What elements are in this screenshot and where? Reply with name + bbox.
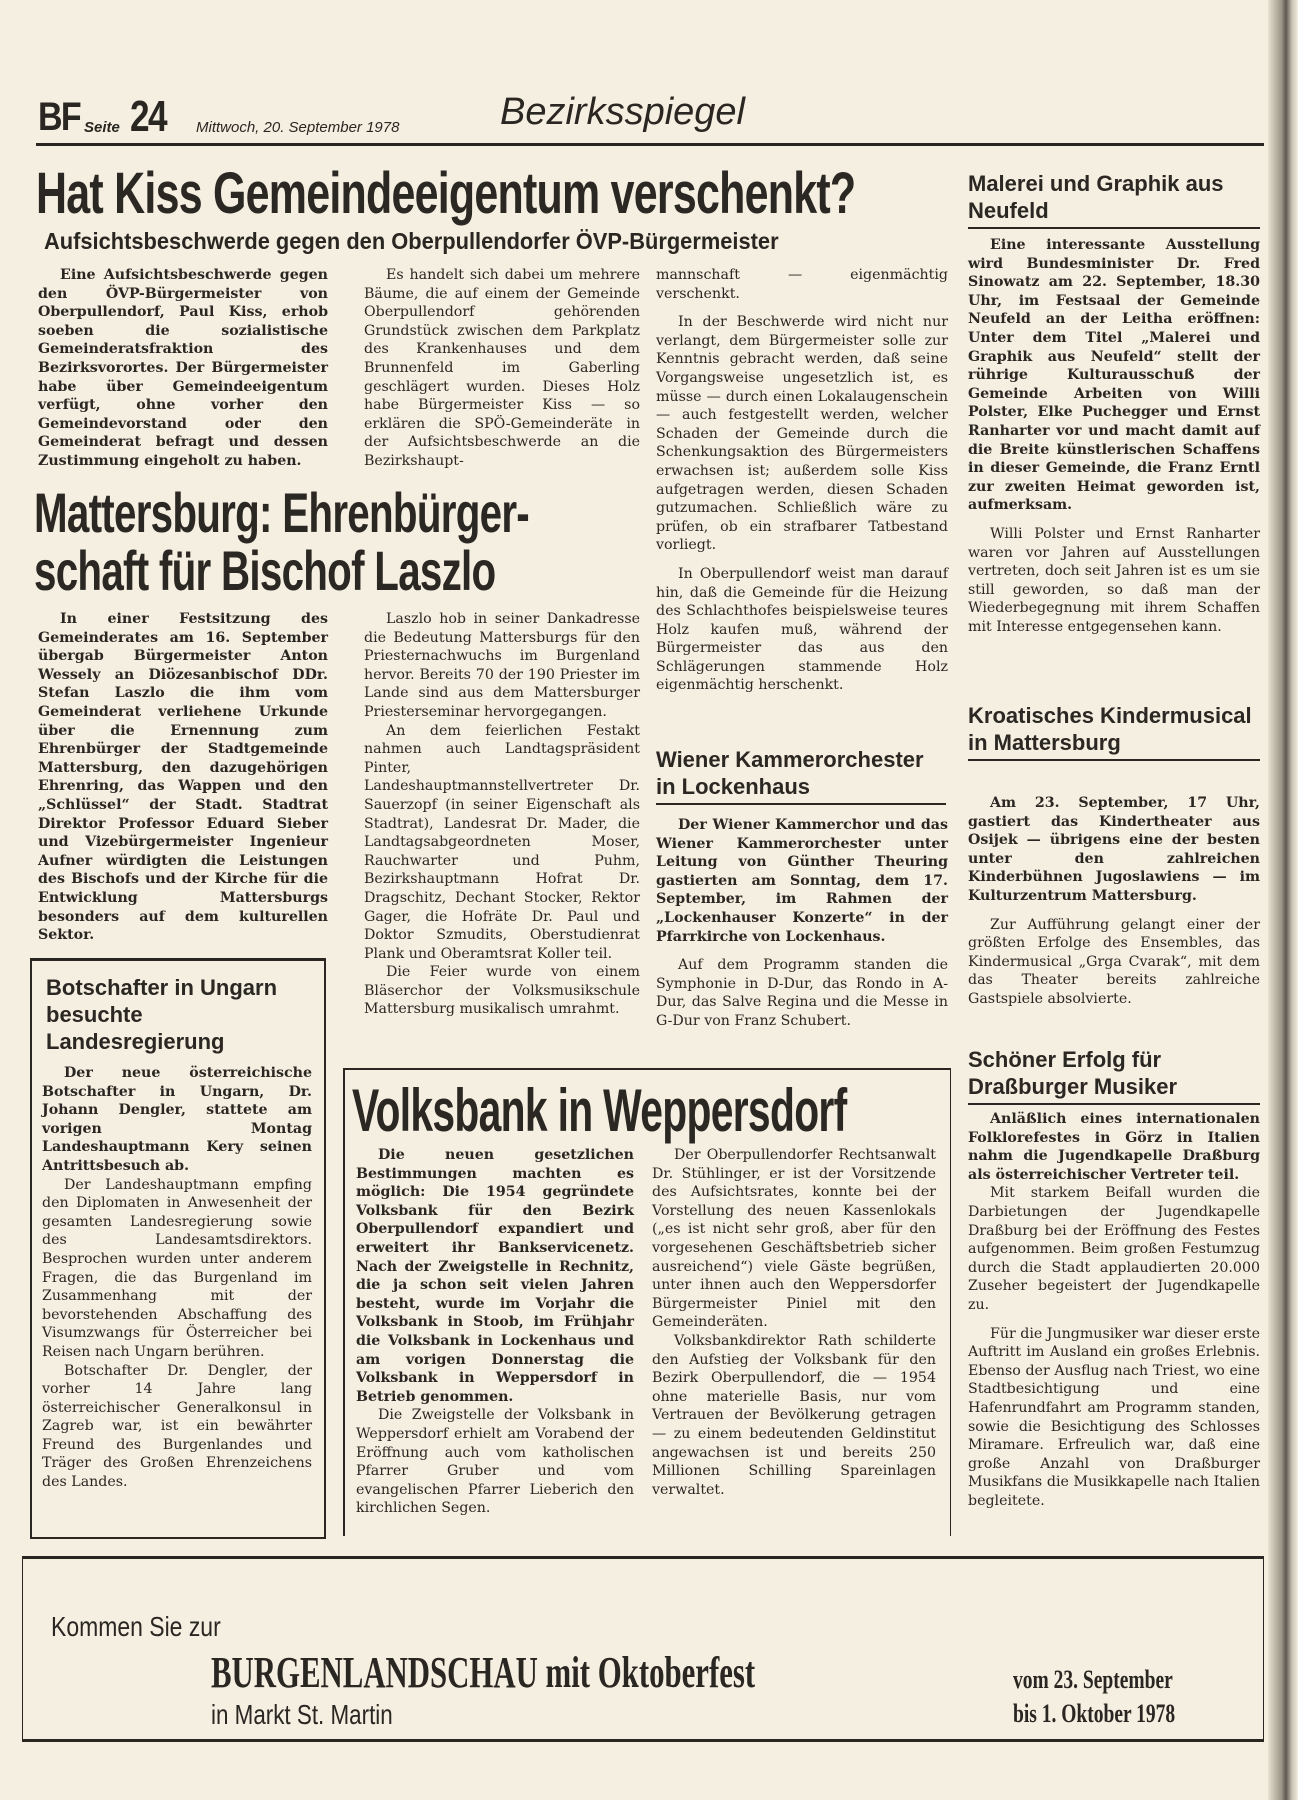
masthead-page-number: 24: [130, 92, 166, 141]
kroatisch-lead: Am 23. September, 17 Uhr, gastiert das Kindertheater aus Osijek — übrigens eine der besten unter den zahlreichen Kinderbühnen Jugoslawiens — im Kulturzentrum Mattersburg.: [968, 795, 1260, 904]
malerei-column: [968, 236, 1260, 636]
ad-intro: Kommen Sie zur: [51, 1611, 221, 1642]
masthead-date: Mittwoch, 20. September 1978: [196, 119, 400, 136]
ad-dates-line-2: bis 1. Oktober 1978: [1013, 1699, 1176, 1728]
kiss-headline: Hat Kiss Gemeindeeigentum verschenkt?: [36, 161, 856, 226]
kiss-column-2: [364, 266, 640, 471]
drassburg-paragraph-2: Für die Jungmusiker war dieser erste Auftritt im Ausland ein großes Erlebnis. Ebenso der Ausflug nach Triest, wo eine Stadtbesichtigung und eine Hafenrundfahrt am Programm standen, sowie die Besichtigung des Schlosses Miramare. Erfreulich war, daß eine große Anzahl von Draßburger Musikfans die Musikkapelle nach Italien begleitete.: [968, 1325, 1260, 1509]
botschafter-headline: Botschafter in Ungarn besuchte Landesregierung: [46, 975, 278, 1054]
mattersburg-paragraph-3: Die Feier wurde von einem Bläserchor der Volksmusikschule Mattersburg musikalisch umrahmt.: [364, 964, 640, 1018]
drassburg-paragraph-1: Mit starkem Beifall wurden die Darbietungen der Jugendkapelle Draßburg bei der Eröffnung des Festes aufgenommen. Beim großen Festumzug durch die Stadt applaudierten 20.000 Zuseher begeistert der Jugendkapelle zu.: [968, 1185, 1260, 1313]
drassburg-headline: Schöner Erfolg für Draßburger Musiker: [968, 1046, 1260, 1105]
mattersburg-headline: [34, 481, 529, 602]
kroatisch-paragraph-1: Zur Aufführung gelangt einer der größten Erfolge des Ensembles, das Kindermusical „Grga Cvarak“, mit dem das Theater bereits zahlreiche Gastspiele absolvierte.: [968, 916, 1260, 1007]
volksbank-paragraph-1: Die Zweigstelle der Volksbank in Weppersdorf erhielt am Vorabend der Eröffnung auch vom katholischen Pfarrer Gruber und vom evangelischen Pfarrer Lieberich den kirchlichen Segen.: [356, 1407, 634, 1517]
masthead-seite-label: Seite: [84, 119, 120, 136]
advertisement-box: [22, 1556, 1264, 1742]
ad-dates-line-1: vom 23. September: [1013, 1665, 1173, 1694]
mattersburg-lead: In einer Festsitzung des Gemeinderates am 16. September übergab Bürgermeister Anton Wessely an Diözesanbischof DDr. Stefan Laszlo die ihm vom Gemeinderat verliehene Urkunde über die Ernennung zum Ehrenbürger der Stadtgemeinde Mattersburg, den dazugehörigen Ehrenring, das Wappen und den „Schlüssel“ der Stadt. Stadtrat Direktor Professor Eduard Sieber und Vizebürgermeister Ingenieur Aufner würdigten die Leistungen des Bischofs und der Kirche für die Entwicklung Mattersburgs besonders auf dem kulturellen Sektor.: [38, 611, 328, 944]
kammer-column: [656, 816, 948, 1031]
volksbank-headline: Volksbank in Weppersdorf: [352, 1077, 847, 1144]
kiss-paragraph-1: Es handelt sich dabei um mehrere Bäume, die auf einem der Gemeinde Oberpullendorf gehörenden Grundstück zwischen dem Parkplatz des Krankenhauses und dem Brunnenfeld im Gaberling geschlägert wurden. Dieses Holz habe Bürgermeister Kiss — so erklären die SPÖ-Gemeinderäte in der Aufsichtsbeschwerde an die Bezirkshaupt-: [364, 267, 640, 469]
drassburg-lead: Anläßlich eines internationalen Folklorefestes in Görz in Italien nahm die Jugendkapelle Draßburg als österreichischer Vertreter teil.: [968, 1111, 1260, 1183]
ad-place: in Markt St. Martin: [211, 1699, 393, 1730]
kiss-column-1: [38, 266, 328, 471]
volksbank-paragraph-2: Der Oberpullendorfer Rechtsanwalt Dr. Stühlinger, er ist der Vorsitzende des Aufsichtsrates, konnte bei der Vorstellung des neuen Kassenlokals („es ist nicht sehr groß, aber für den vorgesehenen Geschäftsbetrieb sicher ausreichend“) viele Gäste begrüßen, unter ihnen auch den Weppersdorfer Bürgermeister Piniel mit den Gemeinderäten.: [652, 1147, 936, 1331]
volksbank-column-2: [652, 1146, 936, 1499]
masthead-rule: [36, 143, 1264, 146]
botschafter-paragraph-2: Botschafter Dr. Dengler, der vorher 14 Jahre lang österreichischer Generalkonsul in Zagreb war, ist ein bewährter Freund des Burgenlandes und Träger des Großen Ehrenzeichens des Landes.: [42, 1362, 312, 1491]
malerei-headline: Malerei und Graphik aus Neufeld: [968, 170, 1260, 229]
mattersburg-paragraph-2: An dem feierlichen Festakt nahmen auch Landtagspräsident Pinter, Landeshauptmannstellvertreter Dr. Sauerzopf (in seiner Eigenschaft als Stadtrat), Landesrat Dr. Mader, die Landtagsabgeordneten Moser, Rauchwarter und Puhm, Bezirkshauptmann Hofrat Dr. Dragschitz, Dechant Stocker, Rektor Gager, die Hofräte Dr. Paul und Doktor Szmudits, Oberstudienrat Plank und Oberamtsrat Koller teil.: [364, 722, 640, 962]
volksbank-column-1: [356, 1146, 634, 1518]
drassburg-column: [968, 1110, 1260, 1510]
page-edge-shadow: [1268, 0, 1298, 1800]
malerei-paragraph-1: Willi Polster und Ernst Ranharter waren vor Jahren auf Ausstellungen vertreten, doch seit Jahren ist es um sie still geworden, so daß man der Wiederbegegnung mit ihrem Schaffen mit Interesse entgegensehen kann.: [968, 525, 1260, 635]
masthead-paper: BF: [38, 95, 80, 139]
kiss-deck: Aufsichtsbeschwerde gegen den Oberpullendorfer ÖVP-Bürgermeister: [44, 228, 779, 254]
kiss-lead: Eine Aufsichtsbeschwerde gegen den ÖVP-Bürgermeister von Oberpullendorf, Paul Kiss, erhob soeben die sozialistische Gemeinderatsfraktion des Bezirksvorortes. Der Bürgermeister habe über Gemeindeeigentum verfügt, ohne vorher den Gemeindevorstand oder den Gemeinderat befragt und dessen Zustimmung eingeholt zu haben.: [38, 267, 328, 469]
botschafter-column: [42, 1064, 312, 1492]
kammer-lead: Der Wiener Kammerchor und das Wiener Kammerorchester unter Leitung von Günther Theuring gastierten am Sonntag, dem 17. September, im Rahmen der „Lockenhauser Konzerte“ in der Pfarrkirche von Lockenhaus.: [656, 817, 948, 945]
mattersburg-column-1: [38, 610, 328, 945]
volksbank-paragraph-3: Volksbankdirektor Rath schilderte den Aufstieg der Volksbank für den Bezirk Oberpullendorf, die — 1954 ohne materielle Basis, nur vom Vertrauen der Bevölkerung getragen — zu einem bedeutenden Geldinstitut angewachsen ist und bereits 250 Millionen Schilling Spareinlagen verwaltet.: [652, 1332, 936, 1498]
volksbank-lead: Die neuen gesetzlichen Bestimmungen machten es möglich: Die 1954 gegründete Volksbank für den Bezirk Oberpullendorf expandiert und erweitert ihr Bankservicenetz. Nach der Zweigstelle in Rechnitz, die ja schon seit vielen Jahren besteht, wurde im Vorjahr die Volksbank in Stoob, im Frühjahr die Volksbank in Lockenhaus und am vorigen Donnerstag die Volksbank in Weppersdorf in Betrieb genommen.: [356, 1147, 634, 1405]
mattersburg-paragraph-1: Laszlo hob in seiner Dankadresse die Bedeutung Mattersburgs für den Priesternachwuchs im Burgenland hervor. Bereits 70 der 190 Priester im Lande sind aus dem Mattersburger Priesterseminar hervorgegangen.: [364, 611, 640, 720]
kroatisch-headline: Kroatisches Kindermusical in Mattersburg: [968, 702, 1260, 761]
kroatisch-column: [968, 794, 1260, 1009]
mattersburg-column-2: [364, 610, 640, 1019]
kiss-column-3: [656, 266, 948, 695]
masthead-section: Bezirksspiegel: [500, 91, 745, 133]
ad-dates: [1013, 1663, 1175, 1731]
mattersburg-headline-line-1: Mattersburg: Ehrenbürger-: [34, 481, 529, 544]
kammer-paragraph-1: Auf dem Programm standen die Symphonie in D-Dur, das Rondo in A-Dur, das Salve Regina und die Messe in G-Dur von Franz Schubert.: [656, 957, 948, 1029]
kiss-paragraph-1-cont: mannschaft — eigenmächtig verschenkt.: [656, 267, 948, 302]
botschafter-paragraph-1: Der Landeshauptmann empfing den Diplomaten in Anwesenheit der gesamten Landesregierung sowie des Landesamtsdirektors. Besprochen wurden unter anderem Fragen, die das Burgenland im Zusammenhang mit der bevorstehenden Abschaffung des Visumzwangs für Österreicher bei Reisen nach Ungarn berühren.: [42, 1176, 312, 1360]
kiss-paragraph-2: In der Beschwerde wird nicht nur verlangt, dem Bürgermeister solle zur Kenntnis gebracht werden, daß seine Vorgangsweise ungesetzlich ist, es müsse — durch einen Lokalaugenschein — auch festgestellt werden, welcher Schaden der Gemeinde durch die Schenkungsaktion des Bürgermeisters erwachsen ist; außerdem solle Kiss aufgetragen werden, diesen Schaden gutzumachen. Schließlich wäre zu prüfen, ob ein strafbarer Tatbestand vorliegt.: [656, 314, 948, 554]
mattersburg-headline-line-2: schaft für Bischof Laszlo: [34, 539, 496, 602]
ad-title: BURGENLANDSCHAU mit Oktoberfest: [211, 1648, 756, 1697]
malerei-lead: Eine interessante Ausstellung wird Bundesminister Dr. Fred Sinowatz am 22. September, 18.30 Uhr, im Festsaal der Gemeinde Neufeld an der Leitha eröffnen: Unter dem Titel „Malerei und Graphik aus Neufeld“ stellt der rührige Kulturausschuß der Gemeinde Arbeiten von Willi Polster, Elke Puchegger und Ernst Ranharter vor und macht damit auf die Breite künstlerischen Schaffens in dieser Gemeinde, die Franz Erntl zur zweiten Heimat geworden ist, aufmerksam.: [968, 237, 1260, 514]
kiss-paragraph-3: In Oberpullendorf weist man darauf hin, daß die Gemeinde für die Heizung des Schlachthofes beispielsweise teures Holz kaufen muß, während der Bürgermeister das aus den Schlägerungen stammende Holz eigenmächtig herschenkt.: [656, 565, 948, 694]
botschafter-lead: Der neue österreichische Botschafter in Ungarn, Dr. Johann Dengler, stattete am vorigen Montag Landeshauptmann Kery seinen Antrittsbesuch ab.: [42, 1065, 312, 1174]
kammer-headline: Wiener Kammerorchester in Lockenhaus: [656, 746, 946, 805]
